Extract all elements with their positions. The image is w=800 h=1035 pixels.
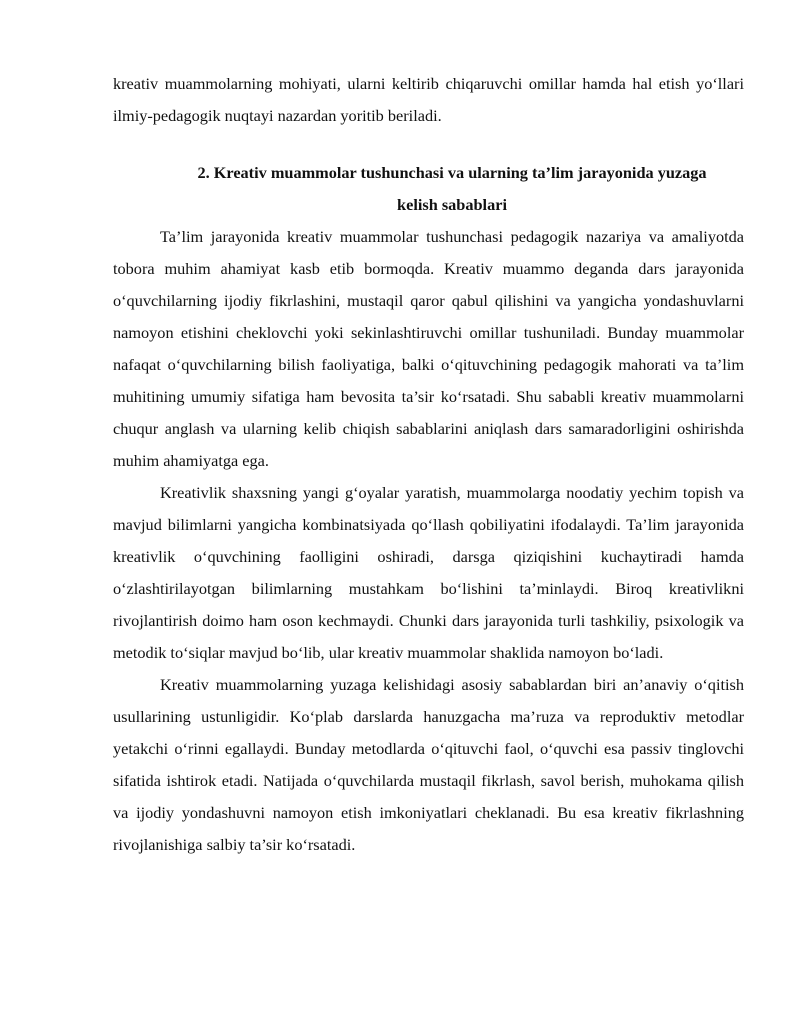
section-heading-line-1: 2. Kreativ muammolar tushunchasi va ularning ta’lim jarayonida yuzaga: [197, 163, 707, 182]
body-paragraph-3: Kreativ muammolarning yuzaga kelishidagi asosiy sabablardan biri an’anaviy o‘qitish usullarining ustunligidir. Ko‘plab darslarda hanuzgacha ma’ruza va reproduktiv metodlar yetakchi o‘rinni egallaydi. Bunday metodlarda o‘qituvchi faol, o‘quvchi esa passiv tinglovchi sifatida ishtirok etadi. Natijada o‘quvchilarda mustaqil fikrlash, savol berish, muhokama qilish va ijodiy yondashuvni namoyon etish imkoniyatlari cheklanadi. Bu esa kreativ fikrlashning rivojlanishiga salbiy ta’sir ko‘rsatadi.: [113, 675, 744, 854]
document-page: [113, 68, 744, 861]
section-heading-line-2: kelish sabablari: [397, 195, 507, 214]
section-heading: [113, 157, 744, 221]
body-paragraph-2: Kreativlik shaxsning yangi g‘oyalar yaratish, muammolarga noodatiy yechim topish va mavjud bilimlarni yangicha kombinatsiyada qo‘llash qobiliyatini ifodalaydi. Ta’lim jarayonida kreativlik o‘quvchining faolligini oshiradi, darsga qiziqishini kuchaytiradi hamda o‘zlashtirilayotgan bilimlarning mustahkam bo‘lishini ta’minlaydi. Biroq kreativlikni rivojlantirish doimo ham oson kechmaydi. Chunki dars jarayonida turli tashkiliy, psixologik va metodik to‘siqlar mavjud bo‘lib, ular kreativ muammolar shaklida namoyon bo‘ladi.: [113, 483, 744, 662]
body-paragraph-1: Ta’lim jarayonida kreativ muammolar tushunchasi pedagogik nazariya va amaliyotda tobora muhim ahamiyat kasb etib bormoqda. Kreativ muammo deganda dars jarayonida o‘quvchilarning ijodiy fikrlashini, mustaqil qaror qabul qilishini va yangicha yondashuvlarni namoyon etishini cheklovchi yoki sekinlashtiruvchi omillar tushuniladi. Bunday muammolar nafaqat o‘quvchilarning bilish faoliyatiga, balki o‘qituvchining pedagogik mahorati va ta’lim muhitining umumiy sifatiga ham bevosita ta’sir ko‘rsatadi. Shu sababli kreativ muammolarni chuqur anglash va ularning kelib chiqish sabablarini aniqlash dars samaradorligini oshirishda muhim ahamiyatga ega.: [113, 227, 744, 470]
intro-paragraph: kreativ muammolarning mohiyati, ularni keltirib chiqaruvchi omillar hamda hal etish yo‘llari ilmiy-pedagogik nuqtayi nazardan yoritib beriladi.: [113, 74, 744, 125]
